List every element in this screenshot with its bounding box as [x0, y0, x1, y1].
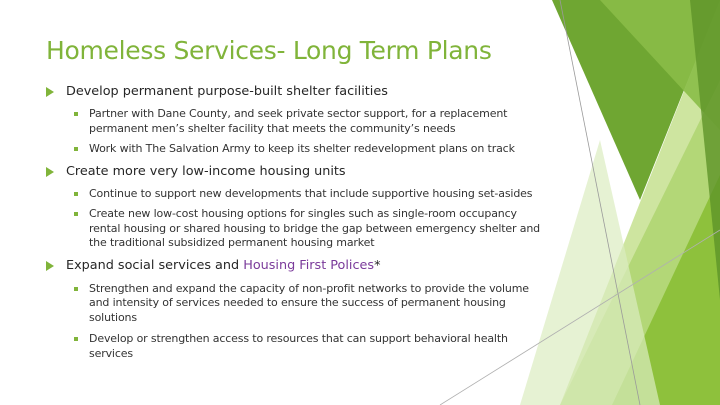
square-bullet-icon	[74, 212, 78, 216]
bullet-text-line: and intensity of services needed to ensure the success of permanent housing	[89, 296, 506, 309]
bullet-text-line: Strengthen and expand the capacity of non-profit networks to provide the volume	[89, 281, 529, 295]
bullet-heading: Create more very low-income housing units	[66, 163, 346, 179]
square-bullet-icon	[74, 112, 78, 116]
bullet-text-line: Create new low-cost housing options for singles such as single-room occupancy	[89, 207, 517, 220]
bullet-text-line: Work with The Salvation Army to keep its shelter redevelopment plans on track	[89, 142, 515, 155]
bullet-level2	[46, 332, 556, 361]
square-bullet-icon	[74, 287, 78, 291]
bullet-heading: Develop permanent purpose-built shelter facilities	[66, 84, 388, 99]
bullet-text-line: services	[89, 346, 133, 360]
bullet-level1	[46, 164, 556, 180]
arrow-bullet-icon	[46, 167, 54, 177]
bullet-level2	[46, 282, 556, 326]
square-bullet-icon	[74, 192, 78, 196]
bullet-heading: Expand social services and	[66, 257, 244, 273]
bullet-text-line: solutions	[89, 310, 137, 324]
square-bullet-icon	[74, 147, 78, 151]
square-bullet-icon	[74, 337, 78, 341]
bullet-level2	[46, 187, 556, 202]
bullet-list	[46, 84, 556, 361]
arrow-bullet-icon	[46, 87, 54, 97]
bullet-text-line: the traditional subsidized permanent housing market	[89, 236, 375, 249]
bullet-text-line: Continue to support new developments that include supportive housing set-asides	[89, 186, 533, 200]
bullet-text-line: Partner with Dane County, and seek private sector support, for a replacement	[89, 107, 508, 120]
bullet-level2	[46, 207, 556, 251]
bullet-text-line: permanent men’s shelter facility that meets the community’s needs	[89, 121, 456, 135]
bullet-text-line: Develop or strengthen access to resources that can support behavioral health	[89, 332, 508, 345]
bullet-level2	[46, 142, 556, 157]
bullet-level1	[46, 84, 556, 100]
slide-title: Homeless Services- Long Term Plans	[46, 36, 492, 65]
bullet-level1	[46, 258, 556, 274]
bullet-heading-suffix: *	[374, 257, 381, 273]
housing-first-link[interactable]: Housing First Polices	[243, 257, 375, 273]
bullet-level2	[46, 107, 556, 136]
bullet-text-line: rental housing or shared housing to bridge the gap between emergency shelter and	[89, 221, 540, 235]
arrow-bullet-icon	[46, 261, 54, 271]
